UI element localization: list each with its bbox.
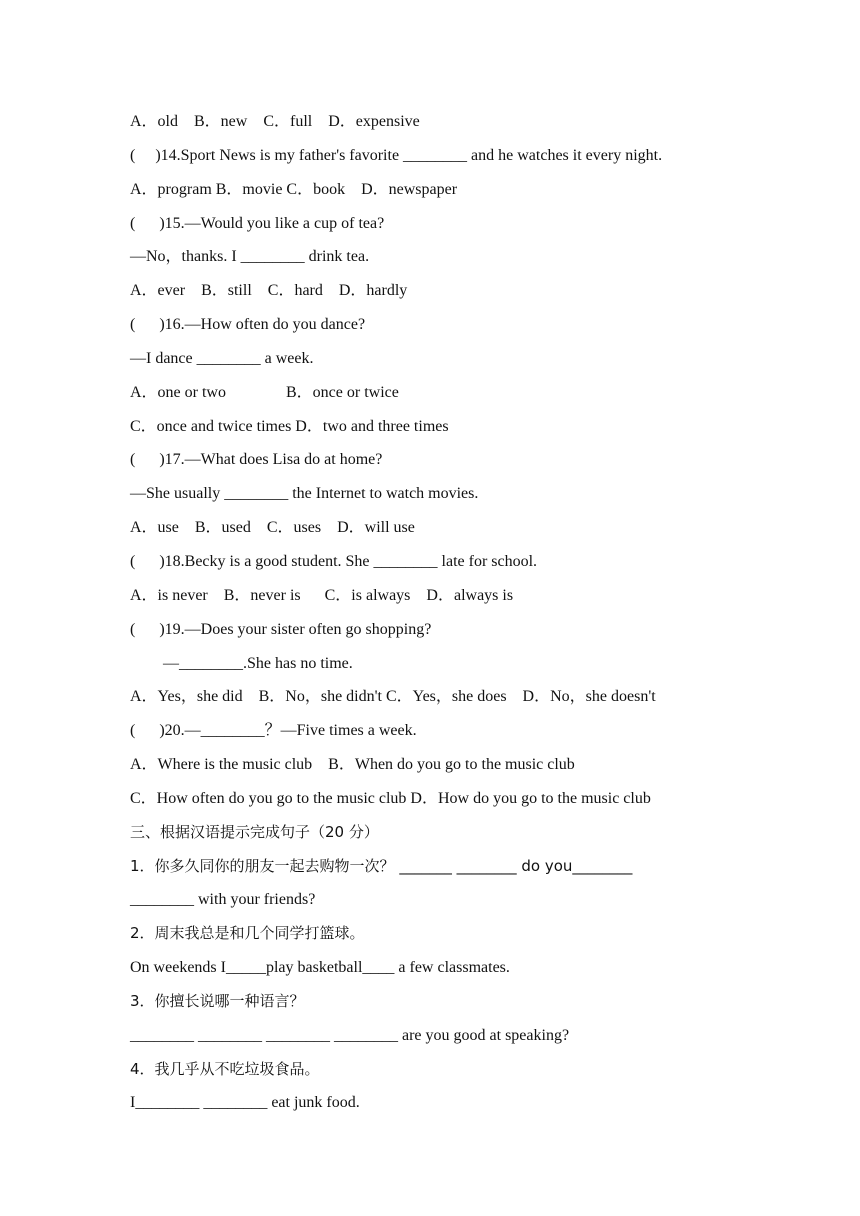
s3-item2-prompt: 2．周末我总是和几个同学打篮球。 bbox=[130, 924, 365, 943]
q16-stem: ( )16.—How often do you dance? bbox=[130, 316, 366, 334]
q16-reply: —I dance ________ a week. bbox=[130, 349, 314, 367]
s3-item2-answer: On weekends I_____play basketball____ a few classmates. bbox=[130, 959, 510, 977]
q19-stem: ( )19.—Does your sister often go shopping? bbox=[130, 620, 432, 638]
s3-item3-answer: ________ ________ ________ ________ are you good at speaking? bbox=[130, 1026, 570, 1044]
q20-options-ab: A．Where is the music club B．When do you go to the music club bbox=[130, 756, 575, 774]
question-text-block bbox=[130, 109, 740, 1124]
q20-options-cd: C．How often do you go to the music club D．How do you go to the music club bbox=[130, 789, 651, 807]
q17-stem: ( )17.—What does Lisa do at home? bbox=[130, 451, 383, 469]
q19-reply: —________.She has no time. bbox=[163, 654, 353, 672]
q18-options: A．is never B．never is C．is always D．always is bbox=[130, 586, 514, 604]
q14-stem: ( )14.Sport News is my father's favorite ________ and he watches it every night. bbox=[130, 146, 663, 164]
s3-item3-prompt: 3．你擅长说哪一种语言？ bbox=[130, 991, 305, 1010]
s3-item4-prompt: 4．我几乎从不吃垃圾食品。 bbox=[130, 1059, 320, 1078]
q19-options: A．Yes，she did B．No，she didn't C．Yes，she does D．No，she doesn't bbox=[130, 688, 656, 706]
q16-options-ab: A．one or two B．once or twice bbox=[130, 383, 399, 401]
q18-stem: ( )18.Becky is a good student. She ________ late for school. bbox=[130, 552, 538, 570]
q20-stem: ( )20.—________？—Five times a week. bbox=[130, 722, 417, 740]
q17-options: A．use B．used C．uses D．will use bbox=[130, 519, 415, 537]
s3-item1-continued: ________ with your friends? bbox=[130, 891, 316, 909]
s3-item4-answer: I________ ________ eat junk food. bbox=[130, 1094, 360, 1112]
s3-item1-prompt: 1．你多久同你的朋友一起去购物一次？ _______ ________ do you________ bbox=[130, 856, 633, 875]
q17-reply: —She usually ________ the Internet to watch movies. bbox=[130, 485, 479, 503]
q15-options: A．ever B．still C．hard D．hardly bbox=[130, 282, 408, 300]
section-3-heading: 三、根据汉语提示完成句子（20 分） bbox=[130, 822, 379, 841]
q15-stem: ( )15.—Would you like a cup of tea? bbox=[130, 214, 385, 232]
q14-options: A．program B．movie C．book D．newspaper bbox=[130, 180, 458, 198]
q16-options-cd: C．once and twice times D．two and three times bbox=[130, 417, 449, 435]
q13-options: A．old B．new C．full D．expensive bbox=[130, 113, 420, 130]
q15-reply: —No，thanks. I ________ drink tea. bbox=[130, 248, 370, 266]
